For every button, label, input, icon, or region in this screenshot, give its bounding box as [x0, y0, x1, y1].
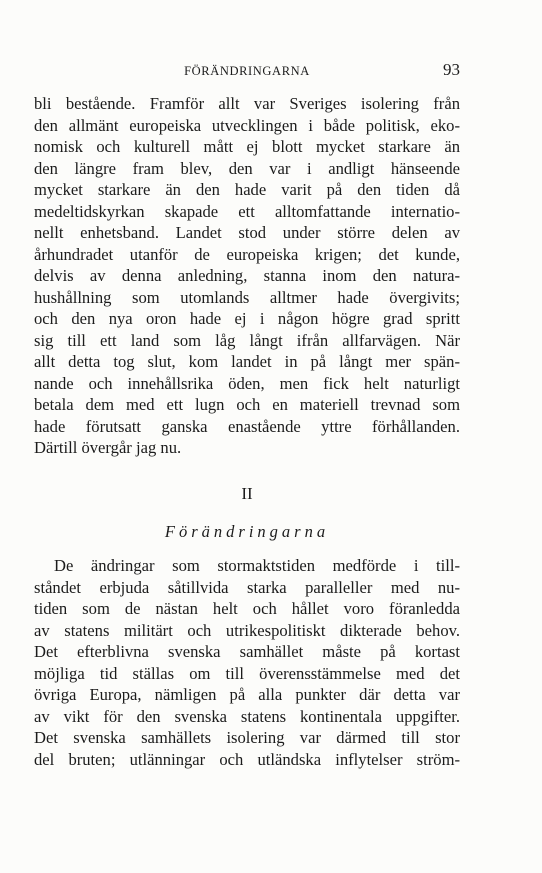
running-head: FÖRÄNDRINGARNA [184, 64, 310, 78]
text-line: tiden som de nästan helt och hållet voro föranledda [34, 599, 460, 618]
section-number: II [241, 484, 253, 503]
text-line: ståndet erbjuda såtillvida starka paralleller med nu- [34, 577, 460, 597]
paragraph-1 [34, 93, 460, 459]
text-line: möjliga tid ställas om till överensstämmelse med det [34, 663, 460, 683]
page-number: 93 [443, 60, 460, 79]
section-title: Förändringarna [164, 522, 330, 541]
text-line: Därtill övergår jag nu. [34, 438, 182, 457]
text-line: sig till ett land som låg långt ifrån allfarvägen. När [34, 330, 460, 350]
text-line: av statens militärt och utrikespolitiskt dikterade behov. [34, 620, 460, 640]
text-line: hade förutsatt ganska enastående yttre förhållanden. [34, 416, 460, 436]
text-line: bli bestående. Framför allt var Sveriges isolering från [34, 94, 460, 113]
text-line: den längre fram blev, den var i andligt hänseende [34, 158, 460, 178]
text-line: nellt enhetsband. Landet stod under större delen av [34, 223, 460, 242]
text-line: nande och innehållsrika öden, men fick helt naturligt [34, 373, 460, 393]
text-line: De ändringar som stormaktstiden medförde i till- [54, 556, 460, 575]
text-line: allt detta tog slut, kom landet in på långt mer spän- [34, 352, 460, 371]
text-line: delvis av denna anledning, stanna inom den natura- [34, 266, 460, 285]
page-header [34, 60, 460, 82]
text-line: Det efterblivna svenska samhället måste på kortast [34, 642, 460, 661]
text-line: övriga Europa, nämligen på alla punkter där detta var [34, 685, 460, 704]
text-line: och den nya oron hade ej i någon högre grad spritt [34, 309, 460, 328]
text-line: den allmänt europeiska utvecklingen i både politisk, eko- [34, 115, 460, 135]
text-line: del bruten; utlänningar och utländska inflytelser ström- [34, 749, 460, 769]
text-line: av vikt för den svenska statens kontinentala uppgifter. [34, 706, 460, 726]
paragraph-2 [34, 555, 460, 770]
text-line: hushållning som utomlands alltmer hade övergivits; [34, 287, 460, 307]
text-line: medeltidskyrkan skapade ett alltomfattande internatio- [34, 201, 460, 221]
text-line: Det svenska samhällets isolering var därmed till stor [34, 728, 460, 747]
text-line: nomisk och kulturell mått ej blott mycket starkare än [34, 137, 460, 156]
text-line: mycket starkare än den hade varit på den tiden då [34, 180, 460, 199]
text-line: århundradet utanför de europeiska krigen; det kunde, [34, 244, 460, 264]
text-line: betala dem med ett lugn och en materiell trevnad som [34, 395, 460, 414]
